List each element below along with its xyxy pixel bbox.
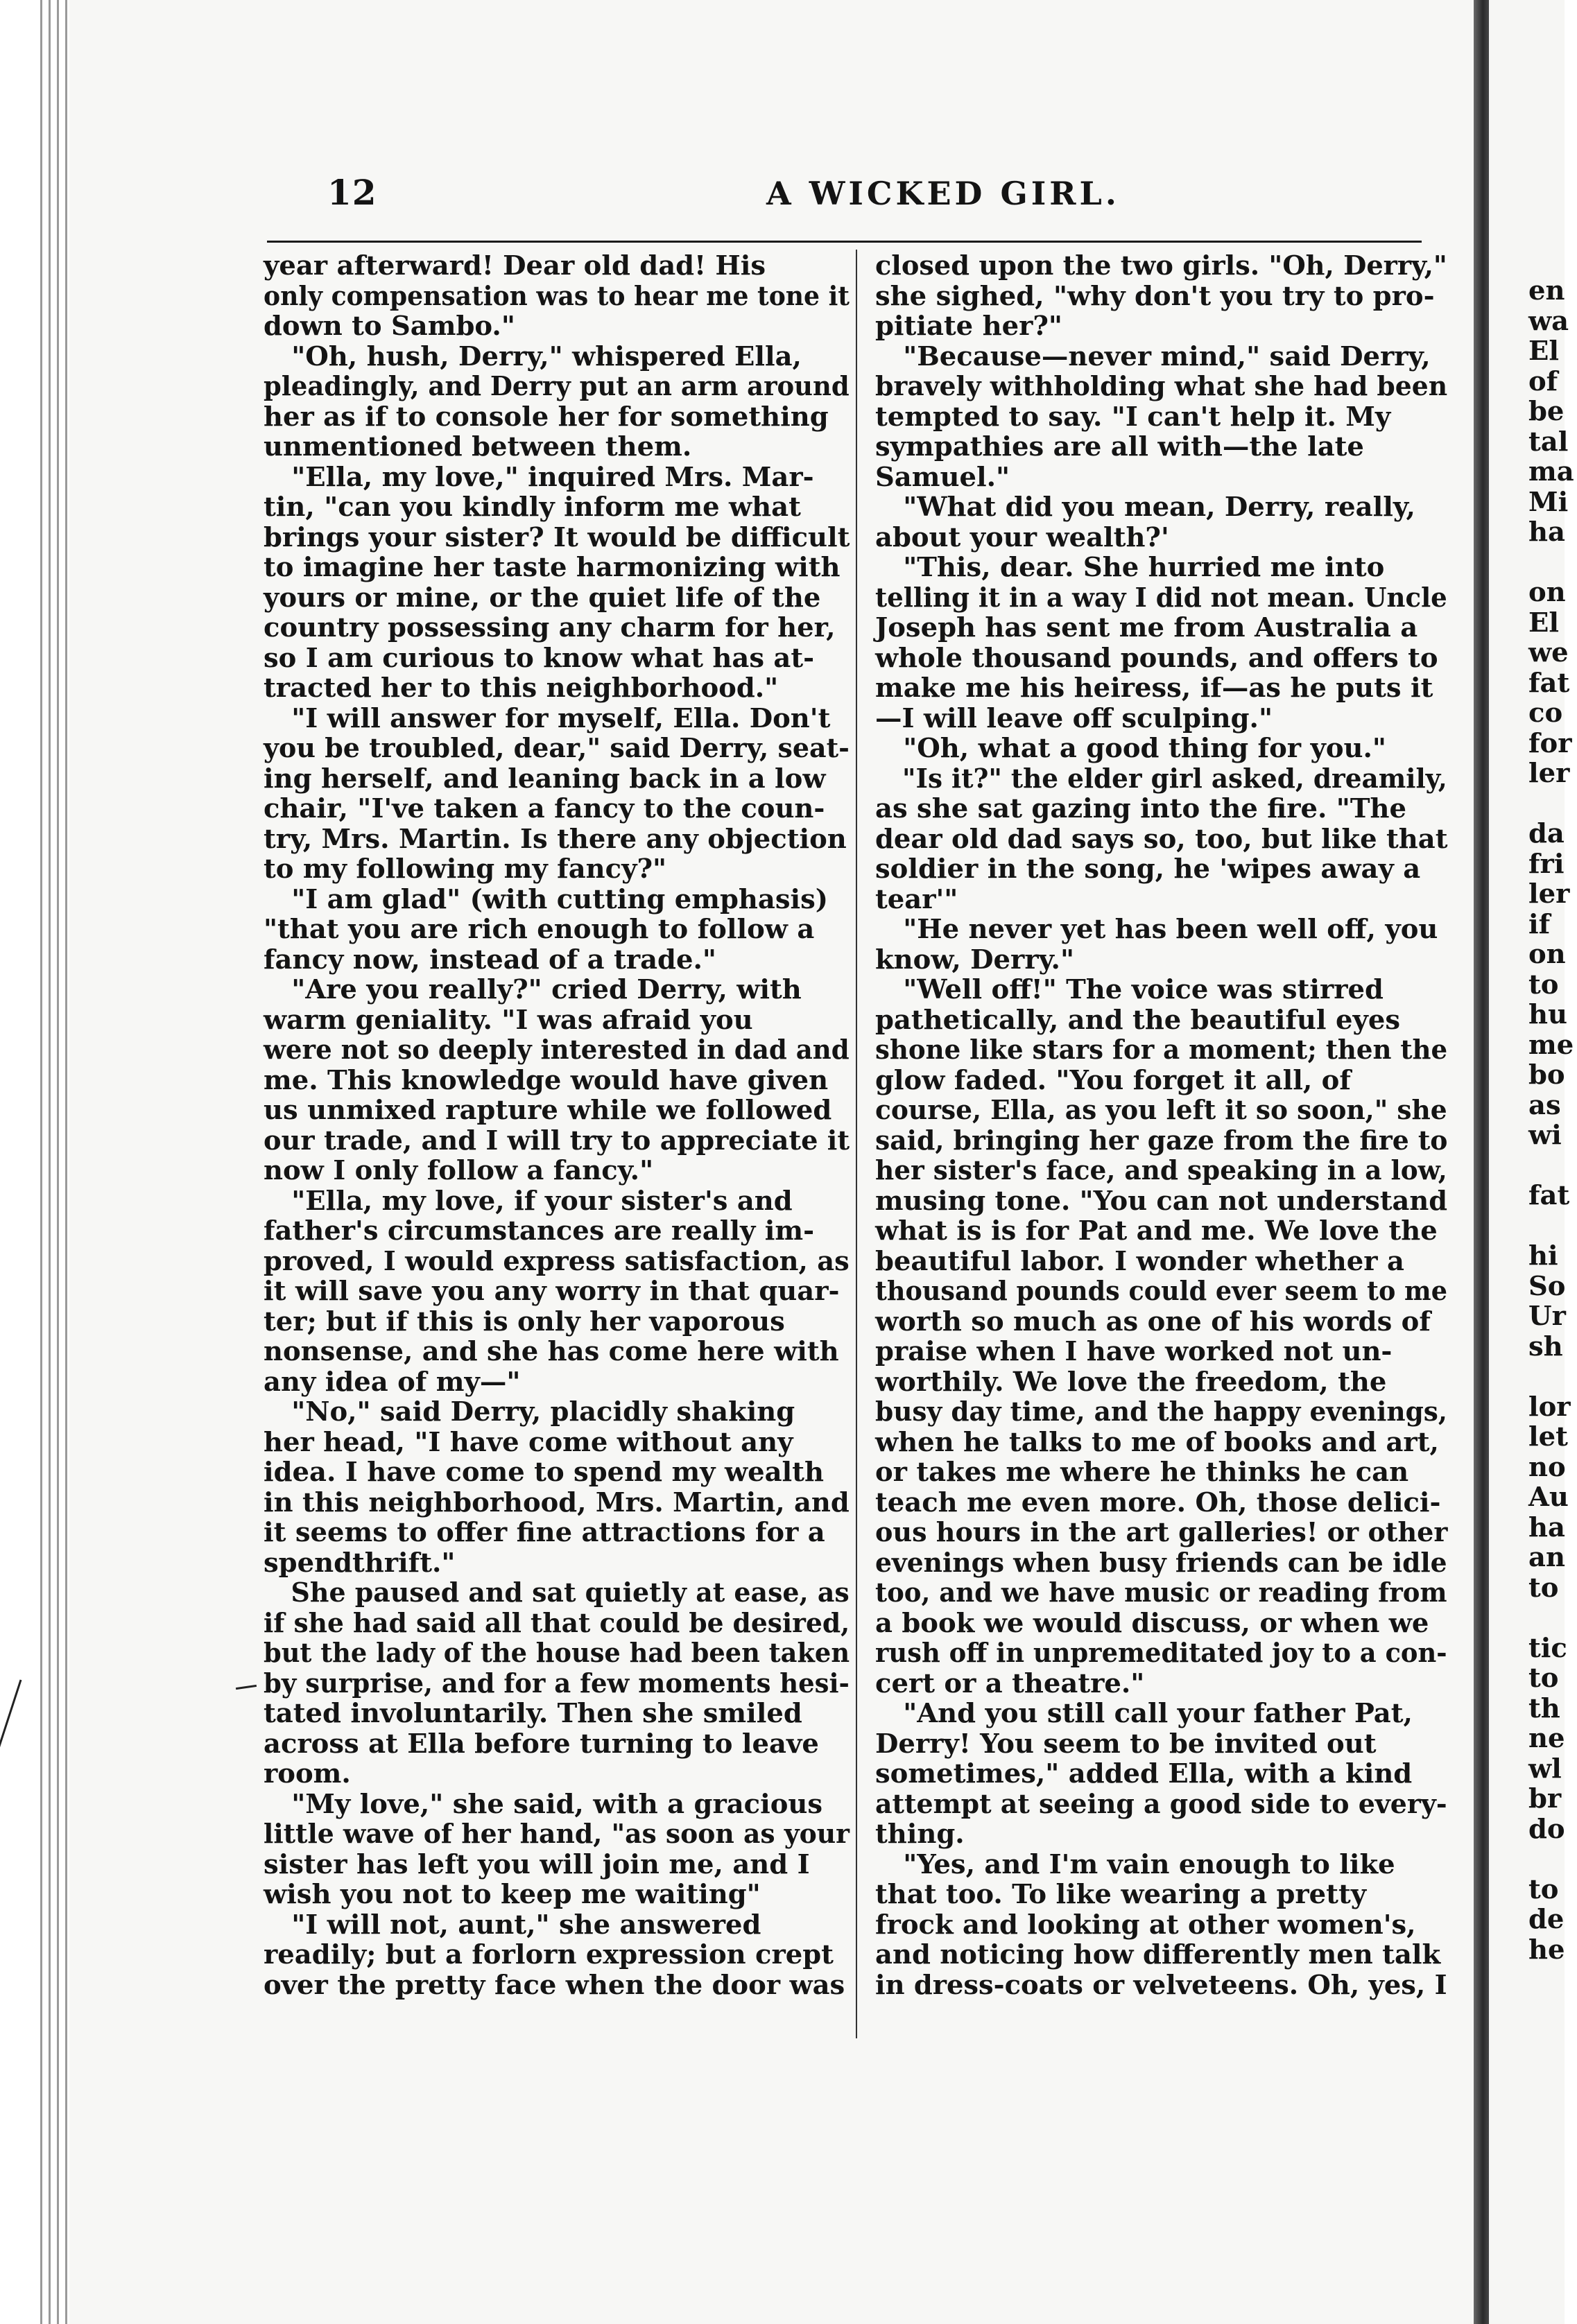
text-line: and noticing how differently men talk	[875, 1939, 1441, 1970]
text-line: make me his heiress, if—as he puts it	[875, 673, 1433, 704]
text-line: "Oh, hush, Derry," whispered Ella,	[264, 340, 802, 372]
text-line: busy day time, and the happy evenings,	[875, 1396, 1447, 1428]
text-line: an	[1528, 1542, 1565, 1573]
text-line: to	[1528, 969, 1559, 1000]
text-line: bo	[1528, 1059, 1565, 1091]
text-line: sister has left you will join me, and I	[264, 1848, 810, 1880]
text-line: sympathies are all with—the late	[875, 431, 1364, 462]
text-line: in this neighborhood, Mrs. Martin, and	[264, 1486, 850, 1518]
text-line: "I am glad" (with cutting emphasis)	[264, 883, 829, 915]
text-line: shone like stars for a moment; then the	[875, 1034, 1448, 1066]
text-line: pleadingly, and Derry put an arm around	[264, 371, 850, 402]
text-line: us unmixed rapture while we followed	[264, 1095, 832, 1126]
text-line	[1528, 1151, 1577, 1181]
text-line: wish you not to keep me waiting"	[264, 1879, 761, 1910]
text-line	[1528, 1362, 1577, 1392]
text-line: her head, "I have come without any	[264, 1426, 793, 1458]
text-line: evenings when busy friends can be idle	[875, 1547, 1447, 1579]
text-line: bravely withholding what she had been	[875, 371, 1448, 402]
text-line: were not so deeply interested in dad and	[264, 1034, 850, 1066]
text-line: unmentioned between them.	[264, 431, 692, 462]
text-line: ter; but if this is only her vaporous	[264, 1306, 785, 1337]
text-line: pathetically, and the beautiful eyes	[875, 1004, 1400, 1036]
text-line: thing.	[875, 1819, 965, 1850]
text-line: course, Ella, as you left it so soon," she	[875, 1095, 1447, 1126]
text-line: musing tone. "You can not understand	[875, 1185, 1448, 1217]
text-line: "This, dear. She hurried me into	[875, 552, 1385, 583]
text-line: readily; but a forlorn expression crept	[264, 1939, 834, 1970]
text-line: El	[1528, 336, 1559, 367]
text-line: only compensation was to hear me tone it	[264, 280, 850, 312]
text-line: on	[1528, 939, 1566, 970]
text-line: to	[1528, 1663, 1559, 1694]
running-title: A WICKED GIRL.	[766, 175, 1120, 212]
text-line: if she had said all that could be desired,	[264, 1607, 850, 1639]
text-line	[1528, 1211, 1577, 1242]
text-line: in dress-coats or velveteens. Oh, yes, I	[875, 1969, 1447, 2001]
text-line: her as if to console her for something	[264, 401, 829, 433]
text-line: no	[1528, 1451, 1566, 1483]
text-line: "Oh, what a good thing for you."	[875, 733, 1386, 764]
text-line: try, Mrs. Martin. Is there any objection	[264, 823, 847, 855]
text-line: she sighed, "why don't you try to pro-	[875, 280, 1435, 312]
text-line: me	[1528, 1029, 1574, 1061]
text-line: ler	[1528, 878, 1570, 910]
text-line: ous hours in the art galleries! or other	[875, 1517, 1448, 1548]
text-line: on	[1528, 577, 1566, 608]
text-line: "Ella, my love," inquired Mrs. Mar-	[264, 461, 814, 493]
text-line: cert or a theatre."	[875, 1667, 1145, 1699]
text-line: warm geniality. "I was afraid you	[264, 1004, 753, 1036]
text-line: to	[1528, 1873, 1559, 1905]
text-line: El	[1528, 607, 1559, 639]
text-line: across at Ella before turning to leave	[264, 1728, 819, 1760]
text-line: tempted to say. "I can't help it. My	[875, 401, 1391, 433]
text-line: She paused and sat quietly at ease, as	[264, 1577, 850, 1608]
text-line: So	[1528, 1270, 1566, 1302]
text-line: worth so much as one of his words of	[875, 1306, 1431, 1337]
text-line: when he talks to me of books and art,	[875, 1426, 1439, 1458]
text-line: teach me even more. Oh, those delici-	[875, 1486, 1441, 1518]
text-line: "Yes, and I'm vain enough to like	[875, 1848, 1395, 1880]
text-line: fat	[1528, 667, 1570, 699]
text-line: too, and we have music or reading from	[875, 1577, 1447, 1608]
text-line: "He never yet has been well off, you	[875, 914, 1438, 945]
text-line: tal	[1528, 426, 1569, 458]
text-line: "that you are rich enough to follow a	[264, 914, 815, 945]
text-line: Joseph has sent me from Australia a	[875, 612, 1418, 643]
text-line: "I will answer for myself, Ella. Don't	[264, 702, 831, 734]
text-line: any idea of my—"	[264, 1366, 521, 1398]
left-text-column	[264, 251, 850, 2000]
text-line: ler	[1528, 758, 1570, 789]
text-line: father's circumstances are really im-	[264, 1215, 815, 1247]
text-line: yours or mine, or the quiet life of the	[264, 582, 821, 614]
text-line: attempt at seeing a good side to every-	[875, 1788, 1447, 1820]
text-line: br	[1528, 1783, 1562, 1814]
text-line: ma	[1528, 456, 1574, 487]
text-line: tated involuntarily. Then she smiled	[264, 1698, 802, 1729]
text-line: telling it in a way I did not mean. Uncle	[875, 582, 1447, 614]
text-line: whole thousand pounds, and offers to	[875, 642, 1438, 674]
text-line: da	[1528, 818, 1565, 849]
text-line: to imagine her taste harmonizing with	[264, 552, 841, 583]
page-edge	[40, 0, 42, 2324]
text-line	[1528, 1603, 1577, 1633]
text-line: Samuel."	[875, 461, 1010, 493]
text-line: a book we would discuss, or when we	[875, 1607, 1429, 1639]
pencil-mark	[0, 1679, 21, 1759]
text-line: idea. I have come to spend my wealth	[264, 1457, 824, 1488]
text-line: proved, I would express satisfaction, as	[264, 1245, 850, 1277]
text-line: tic	[1528, 1632, 1567, 1664]
text-line: Derry! You seem to be invited out	[875, 1728, 1377, 1760]
text-line: so I am curious to know what has at-	[264, 642, 815, 674]
text-line: down to Sambo."	[264, 311, 515, 342]
middle-text-column	[875, 251, 1447, 2000]
text-line: to	[1528, 1572, 1559, 1604]
text-line: by surprise, and for a few moments hesi-	[264, 1667, 850, 1699]
text-line: now I only follow a fancy."	[264, 1155, 654, 1186]
text-line: but the lady of the house had been taken	[264, 1638, 850, 1669]
page-edge	[57, 0, 59, 2324]
text-line: de	[1528, 1904, 1565, 1935]
text-line: beautiful labor. I wonder whether a	[875, 1245, 1404, 1277]
text-line: chair, "I've taken a fancy to the coun-	[264, 793, 825, 824]
text-line: "Are you really?" cried Derry, with	[264, 974, 802, 1005]
text-line: frock and looking at other women's,	[875, 1909, 1416, 1941]
text-line: tin, "can you kindly inform me what	[264, 492, 801, 523]
text-line: spendthrift."	[264, 1547, 456, 1579]
text-line: ne	[1528, 1723, 1565, 1754]
text-line: "I will not, aunt," she answered	[264, 1909, 761, 1941]
text-line: Ur	[1528, 1301, 1566, 1332]
page-edge	[65, 0, 67, 2324]
text-line: wa	[1528, 305, 1569, 337]
text-line: about your wealth?'	[875, 521, 1169, 553]
text-line: ha	[1528, 1511, 1565, 1543]
header-rule	[267, 241, 1422, 243]
text-line: said, bringing her gaze from the fire to	[875, 1125, 1448, 1156]
text-line: "What did you mean, Derry, really,	[875, 492, 1415, 523]
text-line: rush off in unpremeditated joy to a con-	[875, 1638, 1447, 1669]
text-line: co	[1528, 697, 1563, 729]
text-line: as she sat gazing into the fire. "The	[875, 793, 1406, 824]
text-line: fancy now, instead of a trade."	[264, 944, 716, 975]
text-line: fri	[1528, 848, 1565, 880]
text-line: little wave of her hand, "as soon as your	[264, 1819, 850, 1850]
text-line: wi	[1528, 1120, 1562, 1151]
text-line: what is is for Pat and me. We love the	[875, 1215, 1438, 1247]
text-line: sh	[1528, 1330, 1563, 1362]
text-line: for	[1528, 727, 1572, 759]
text-line: you be troubled, dear," said Derry, seat-	[264, 733, 850, 764]
facing-page-text-fragments	[1528, 276, 1577, 1965]
text-line	[1528, 548, 1577, 578]
text-line: th	[1528, 1692, 1560, 1724]
text-line: "Is it?" the elder girl asked, dreamily,	[875, 763, 1447, 795]
text-line: pitiate her?"	[875, 311, 1062, 342]
text-line: ha	[1528, 517, 1565, 548]
text-line: that too. To like wearing a pretty	[875, 1879, 1367, 1910]
text-line: Au	[1528, 1482, 1569, 1513]
text-line: if	[1528, 908, 1551, 940]
page-number: 12	[327, 172, 377, 213]
text-line: glow faded. "You forget it all, of	[875, 1064, 1351, 1096]
text-line: year afterward! Dear old dad! His	[264, 250, 766, 281]
text-line: dear old dad says so, too, but like that	[875, 823, 1448, 855]
text-line: —I will leave off sculping."	[875, 702, 1273, 734]
text-line: ing herself, and leaning back in a low	[264, 763, 826, 795]
text-line: of	[1528, 365, 1558, 397]
text-line: praise when I have worked not un-	[875, 1336, 1393, 1367]
text-line: Mi	[1528, 486, 1569, 518]
text-line	[1528, 1844, 1577, 1875]
text-line: sometimes," added Ella, with a kind	[875, 1758, 1413, 1789]
text-line: tear'"	[875, 883, 958, 915]
text-line: soldier in the song, he 'wipes away a	[875, 853, 1421, 885]
text-line	[1528, 789, 1577, 820]
text-line: hu	[1528, 999, 1567, 1030]
text-line: it will save you any worry in that quar-	[264, 1276, 840, 1307]
text-line: nonsense, and she has come here with	[264, 1336, 839, 1367]
text-line: brings your sister? It would be difficult	[264, 521, 850, 553]
text-line: worthily. We love the freedom, the	[875, 1366, 1387, 1398]
text-line: do	[1528, 1813, 1565, 1845]
text-line: it seems to offer fine attractions for a	[264, 1517, 825, 1548]
text-line: know, Derry."	[875, 944, 1075, 975]
text-line: thousand pounds could ever seem to me	[875, 1276, 1447, 1307]
text-line: en	[1528, 275, 1565, 306]
text-line: lor	[1528, 1391, 1571, 1423]
text-line: be	[1528, 396, 1565, 427]
text-line: to my following my fancy?"	[264, 853, 667, 885]
text-line: he	[1528, 1934, 1565, 1966]
text-line: "Ella, my love, if your sister's and	[264, 1185, 793, 1217]
text-line: country possessing any charm for her,	[264, 612, 836, 643]
text-line: our trade, and I will try to appreciate it	[264, 1125, 850, 1156]
text-line: "And you still call your father Pat,	[875, 1698, 1413, 1729]
text-line: "No," said Derry, placidly shaking	[264, 1396, 795, 1428]
text-line: as	[1528, 1089, 1561, 1121]
text-line: over the pretty face when the door was	[264, 1969, 845, 2001]
text-line: "Well off!" The voice was stirred	[875, 974, 1384, 1005]
text-line: me. This knowledge would have given	[264, 1064, 829, 1096]
text-line: closed upon the two girls. "Oh, Derry,"	[875, 250, 1447, 281]
page-edge	[49, 0, 51, 2324]
text-line: "My love," she said, with a gracious	[264, 1788, 823, 1820]
text-line: room.	[264, 1758, 351, 1789]
column-divider	[856, 250, 857, 2038]
text-line: fat	[1528, 1180, 1570, 1211]
text-line: or takes me where he thinks he can	[875, 1457, 1409, 1488]
text-line: "Because—never mind," said Derry,	[875, 340, 1431, 372]
text-line: wl	[1528, 1753, 1562, 1785]
text-line: her sister's face, and speaking in a low,	[875, 1155, 1447, 1186]
text-line: let	[1528, 1421, 1568, 1452]
text-line: hi	[1528, 1240, 1558, 1272]
text-line: we	[1528, 637, 1569, 668]
text-line: tracted her to this neighborhood."	[264, 673, 779, 704]
page-binding	[1474, 0, 1489, 2324]
